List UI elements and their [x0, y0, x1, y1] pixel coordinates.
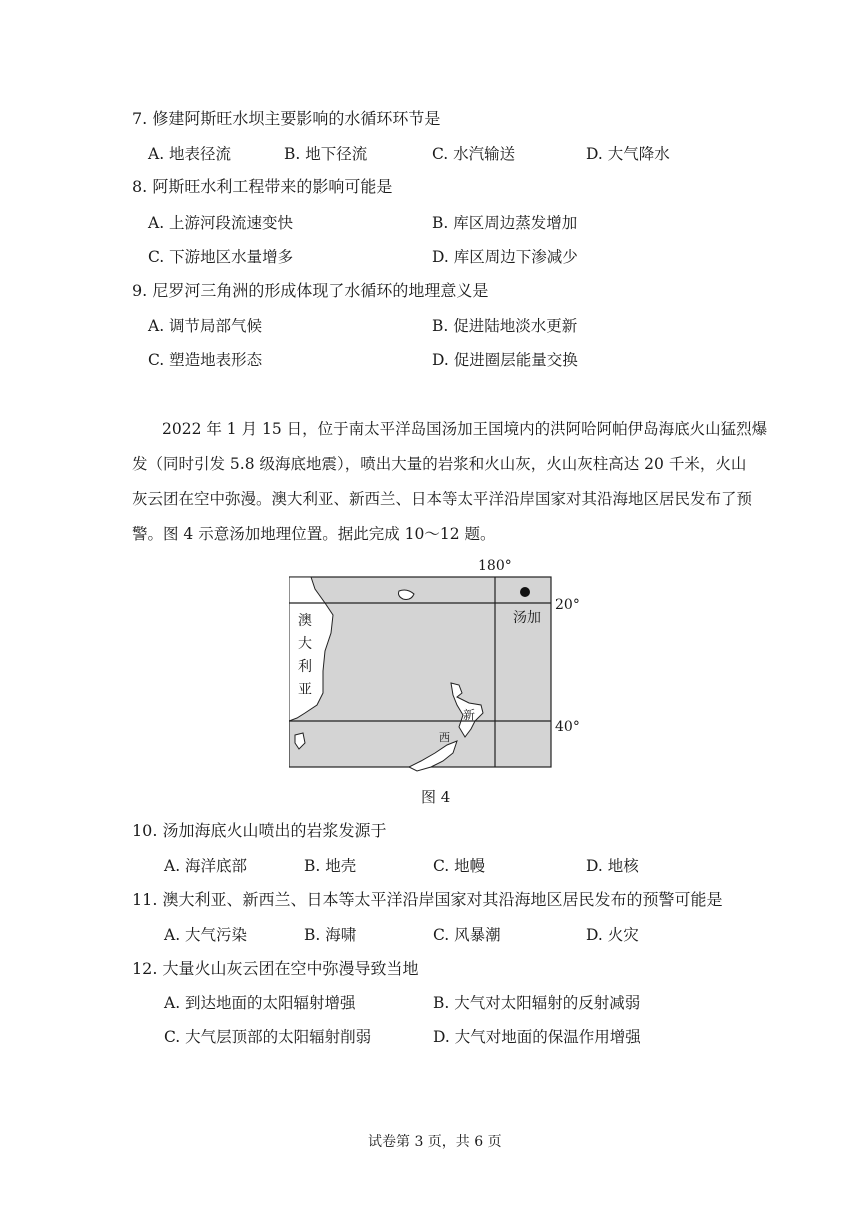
q7-option-b[interactable]: B. 地下径流	[284, 145, 368, 163]
q11-option-c[interactable]: C. 风暴潮	[433, 926, 501, 944]
tonga-dot	[520, 587, 530, 597]
q11-option-a[interactable]: A. 大气污染	[164, 926, 248, 944]
q7-option-d[interactable]: D. 大气降水	[586, 145, 670, 163]
label-40: 40°	[555, 719, 580, 735]
q12-option-b[interactable]: B. 大气对太阳辐射的反射减弱	[433, 994, 641, 1012]
passage-line-3: 灰云团在空中弥漫。澳大利亚、新西兰、日本等太平洋沿岸国家对其沿海地区居民发布了预	[132, 490, 753, 508]
q7-option-c[interactable]: C. 水汽输送	[432, 145, 516, 163]
question-11-stem: 11. 澳大利亚、新西兰、日本等太平洋沿岸国家对其沿海地区居民发布的预警可能是	[132, 890, 723, 909]
label-180: 180°	[478, 558, 512, 574]
q10-option-c[interactable]: C. 地幔	[433, 857, 486, 875]
question-10-stem: 10. 汤加海底火山喷出的岩浆发源于	[132, 821, 387, 840]
q12-option-c[interactable]: C. 大气层顶部的太阳辐射削弱	[164, 1028, 372, 1046]
map-ocean	[289, 577, 551, 767]
passage-line-2: 发（同时引发 5.8 级海底地震），喷出大量的岩浆和火山灰，火山灰柱高达 20 千米，火山	[132, 455, 747, 473]
q9-option-b[interactable]: B. 促进陆地淡水更新	[432, 317, 578, 335]
question-8-stem: 8. 阿斯旺水利工程带来的影响可能是	[132, 177, 393, 196]
q10-option-a[interactable]: A. 海洋底部	[164, 857, 248, 875]
label-20: 20°	[555, 597, 580, 613]
q10-option-b[interactable]: B. 地壳	[304, 857, 357, 875]
q9-option-a[interactable]: A. 调节局部气候	[148, 317, 263, 335]
q8-option-a[interactable]: A. 上游河段流速变快	[148, 214, 294, 232]
q8-option-c[interactable]: C. 下游地区水量增多	[148, 248, 294, 266]
q7-option-a[interactable]: A. 地表径流	[148, 145, 232, 163]
reading-passage	[132, 412, 772, 552]
passage-line-1: 2022 年 1 月 15 日，位于南太平洋岛国汤加王国境内的洪阿哈阿帕伊岛海底火山猛烈爆	[162, 420, 768, 438]
q8-option-b[interactable]: B. 库区周边蒸发增加	[432, 214, 578, 232]
q9-option-c[interactable]: C. 塑造地表形态	[148, 351, 263, 369]
question-7-stem: 7. 修建阿斯旺水坝主要影响的水循环环节是	[132, 109, 441, 128]
label-tonga: 汤加	[513, 610, 541, 626]
q12-option-d[interactable]: D. 大气对地面的保温作用增强	[433, 1028, 641, 1046]
label-australia-2: 大	[298, 636, 312, 652]
page-footer: 试卷第 3 页，共 6 页	[368, 1134, 502, 1150]
q10-option-d[interactable]: D. 地核	[586, 857, 639, 875]
label-australia-3: 利	[298, 659, 312, 675]
tonga-location-map	[289, 555, 589, 775]
figure-caption: 图 4	[421, 788, 451, 806]
passage-line-4: 警。图 4 示意汤加地理位置。据此完成 10～12 题。	[132, 525, 496, 543]
label-nz-north: 新	[463, 708, 476, 722]
q11-option-d[interactable]: D. 火灾	[586, 926, 639, 944]
question-12-stem: 12. 大量火山灰云团在空中弥漫导致当地	[132, 959, 419, 978]
label-australia-1: 澳	[298, 613, 312, 629]
q9-option-d[interactable]: D. 促进圈层能量交换	[432, 351, 578, 369]
label-nz-south: 西	[439, 731, 450, 744]
q11-option-b[interactable]: B. 海啸	[304, 926, 357, 944]
q12-option-a[interactable]: A. 到达地面的太阳辐射增强	[164, 994, 356, 1012]
question-9-stem: 9. 尼罗河三角洲的形成体现了水循环的地理意义是	[132, 281, 489, 300]
map-svg	[289, 555, 589, 775]
q8-option-d[interactable]: D. 库区周边下渗减少	[432, 248, 578, 266]
label-australia-4: 亚	[298, 682, 312, 698]
